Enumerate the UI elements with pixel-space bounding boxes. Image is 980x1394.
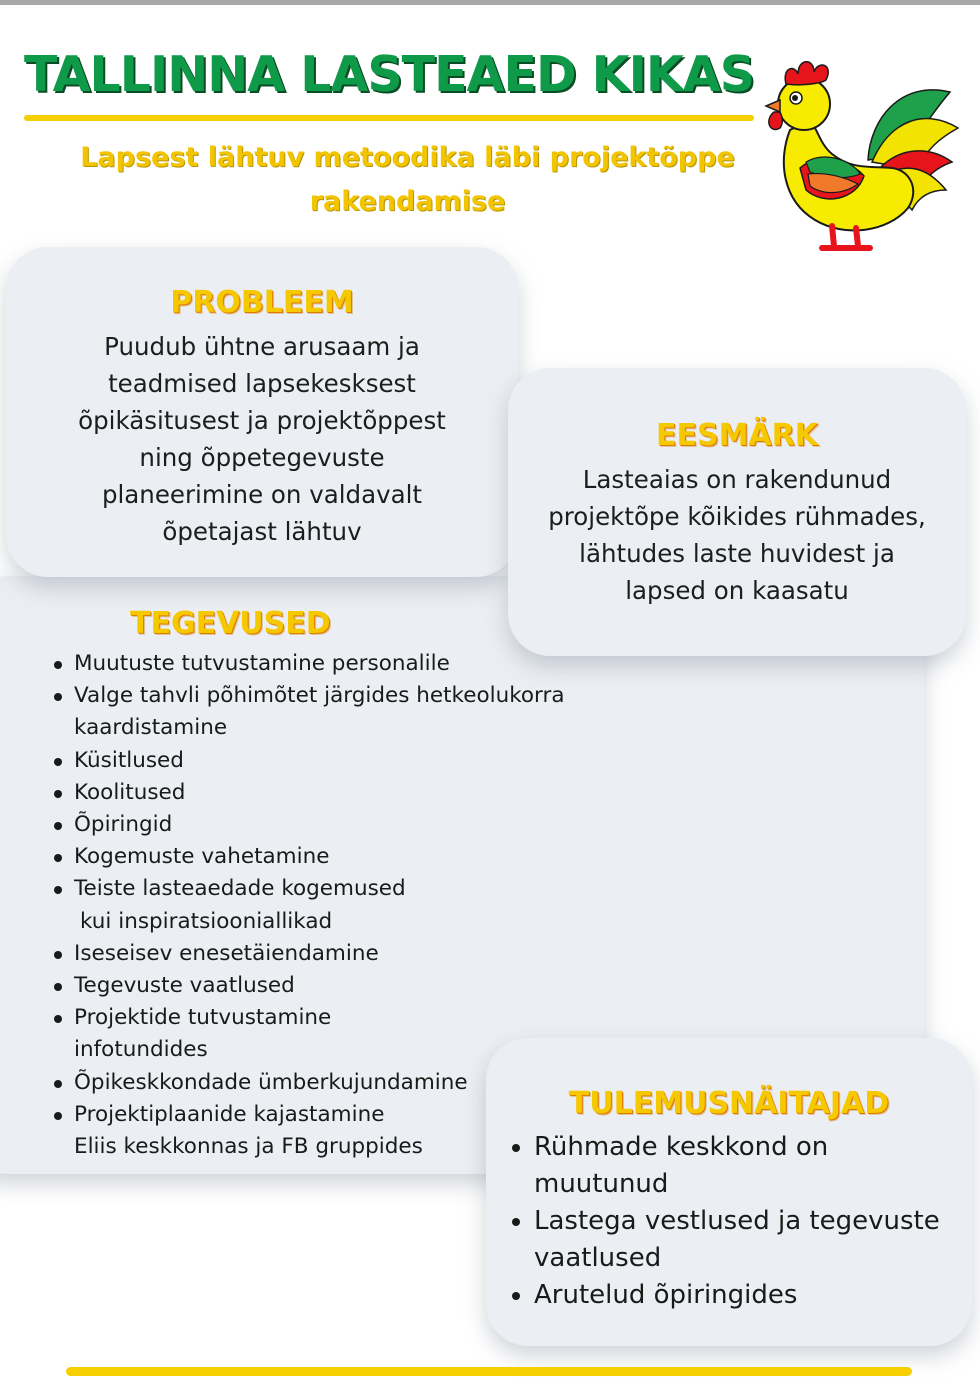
problem-line: õpetajast lähtuv [162, 517, 362, 546]
bottom-divider [66, 1367, 912, 1376]
list-item [54, 873, 694, 937]
goal-line: lapsed on kaasatu [625, 576, 849, 605]
list-item-text: Koolitused [74, 779, 186, 805]
list-item-text: kui inspiratsiooniallikad [80, 908, 333, 934]
goal-card [508, 368, 966, 656]
list-item-text: Projektide tutvustamine [74, 1005, 332, 1031]
list-item [54, 938, 694, 970]
subtitle-line-1: Lapsest lähtuv metoodika läbi projektõppe [80, 142, 735, 173]
page-subtitle [40, 136, 775, 224]
list-item-text: Tegevuste vaatlused [74, 973, 295, 999]
list-item [54, 680, 694, 744]
goal-line: Lasteaias on rakendunud [582, 465, 892, 494]
list-item [54, 809, 694, 841]
goal-text [508, 461, 966, 609]
list-item-word: hetkeolukorra [416, 683, 565, 709]
list-item [54, 777, 694, 809]
rooster-icon [760, 50, 960, 255]
activities-heading: TEGEVUSED [130, 606, 331, 641]
list-item-justified-line [74, 680, 694, 712]
goal-line: projektõpe kõikides rühmades, [548, 502, 926, 531]
list-item-text: Kogemuste vahetamine [74, 844, 330, 870]
list-item-text: infotundides [74, 1037, 208, 1063]
list-item-word: põhimõtet [206, 683, 318, 709]
list-item-word: järgides [324, 683, 410, 709]
problem-line: teadmised lapsekesksest [108, 369, 416, 398]
list-item [512, 1203, 952, 1277]
list-item-text: Teiste lasteaedade kogemused [74, 876, 406, 902]
list-item [512, 1277, 952, 1314]
results-list [512, 1129, 952, 1314]
list-item [54, 745, 694, 777]
list-item-text: Õpikeskkondade ümberkujundamine [74, 1069, 468, 1095]
list-item [512, 1129, 952, 1203]
problem-heading: PROBLEEM [170, 285, 354, 320]
list-item-text: kaardistamine [74, 715, 228, 741]
problem-line: planeerimine on valdavalt [101, 480, 423, 509]
list-item-text: Arutelud õpiringides [534, 1280, 798, 1310]
title-underline [24, 115, 754, 121]
list-item-text: Muutuste tutvustamine personalile [74, 651, 450, 676]
problem-line: Puudub ühtne arusaam ja [104, 332, 420, 361]
goal-line: lähtudes laste huvidest ja [579, 539, 895, 568]
goal-heading: EESMÄRK [655, 418, 818, 453]
list-item-text: vaatlused [534, 1243, 662, 1273]
list-item-text: Projektiplaanide kajastamine [74, 1101, 385, 1127]
problem-text [6, 328, 518, 550]
list-item-text: Õpiringid [74, 812, 173, 838]
list-item-text: Eliis keskkonnas ja FB gruppides [74, 1134, 423, 1160]
list-item-word: Valge [74, 683, 134, 709]
list-item-text: Lastega vestlused ja tegevuste [534, 1206, 940, 1236]
list-item [54, 970, 694, 1002]
results-heading: TULEMUSNÄITAJAD [568, 1086, 890, 1121]
list-item-text: muutunud [534, 1169, 669, 1199]
list-item-text: Iseseisev enesetäiendamine [74, 940, 379, 966]
problem-card [6, 247, 518, 577]
list-item-text: Küsitlused [74, 747, 184, 773]
subtitle-line-2: rakendamise [309, 186, 506, 217]
problem-line: ning õppetegevuste [139, 443, 385, 472]
page-title: TALLINNA LASTEAED KIKAS [24, 46, 755, 103]
list-item-text: Rühmade keskkond on [534, 1132, 829, 1162]
top-divider [0, 0, 980, 5]
results-card [486, 1038, 972, 1346]
list-item-word: tahvli [139, 683, 200, 709]
problem-line: õpikäsitusest ja projektõppest [78, 406, 446, 435]
list-item [54, 841, 694, 873]
